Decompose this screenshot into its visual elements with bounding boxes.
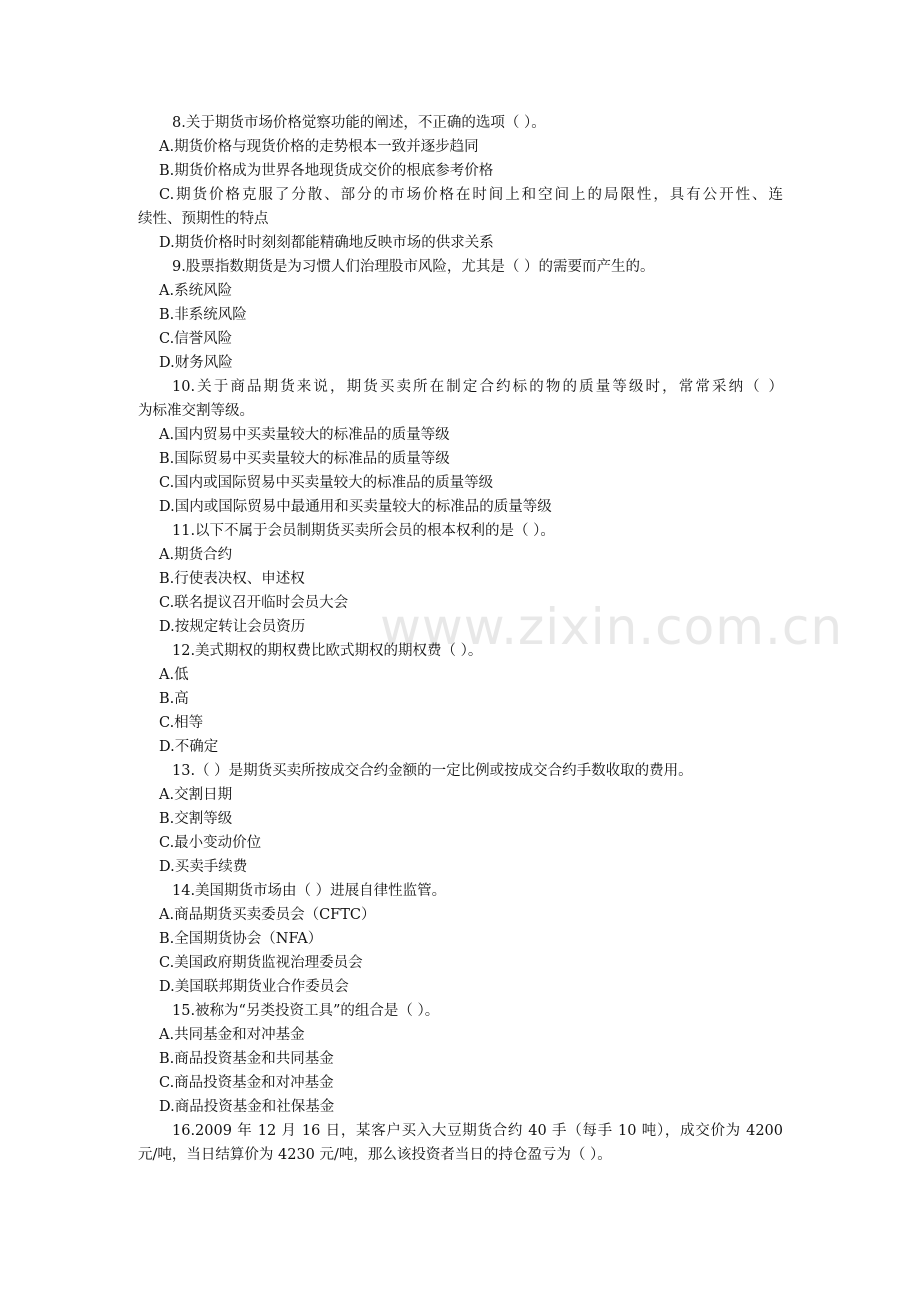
answer-option: B.商品投资基金和共同基金 xyxy=(159,1051,334,1067)
answer-option: A.低 xyxy=(159,667,189,683)
answer-option: A.国内贸易中买卖量较大的标准品的质量等级 xyxy=(159,427,450,443)
question-stem: 8.关于期货市场价格觉察功能的阐述，不正确的选项（ ）。 xyxy=(172,115,546,131)
question-stem: 12.美式期权的期权费比欧式期权的期权费（ ）。 xyxy=(172,643,483,659)
answer-option: C.国内或国际贸易中买卖量较大的标准品的质量等级 xyxy=(159,475,494,491)
answer-option: A.系统风险 xyxy=(159,283,233,299)
answer-option: C.联名提议召开临时会员大会 xyxy=(159,595,349,611)
answer-option: D.财务风险 xyxy=(159,355,233,371)
watermark: www.zixin.com.cn xyxy=(380,598,844,656)
answer-option: D.国内或国际贸易中最通用和买卖量较大的标准品的质量等级 xyxy=(159,499,552,515)
answer-option: C.期货价格克服了分散、部分的市场价格在时间上和空间上的局限性，具有公开性、连 xyxy=(159,187,783,203)
answer-option: B.全国期货协会（NFA） xyxy=(159,931,323,947)
question-block xyxy=(138,1119,783,1167)
answer-option: D.期货价格时时刻刻都能精确地反映市场的供求关系 xyxy=(159,235,494,251)
question-block xyxy=(138,879,783,999)
question-stem: 13.（ ）是期货买卖所按成交合约金额的一定比例或按成交合约手数收取的费用。 xyxy=(172,763,693,779)
question-stem: 9.股票指数期货是为习惯人们治理股市风险，尤其是（ ）的需要而产生的。 xyxy=(172,259,655,275)
question-block xyxy=(138,759,783,879)
question-stem: 14.美国期货市场由（ ）进展自律性监管。 xyxy=(172,883,447,899)
question-stem: 15.被称为“另类投资工具”的组合是（ ）。 xyxy=(172,1003,440,1019)
answer-option: A.期货合约 xyxy=(159,547,233,563)
answer-option: C.商品投资基金和对冲基金 xyxy=(159,1075,334,1091)
answer-option: D.美国联邦期货业合作委员会 xyxy=(159,979,349,995)
answer-option: A.商品期货买卖委员会（CFTC） xyxy=(159,907,376,923)
answer-option: A.共同基金和对冲基金 xyxy=(159,1027,305,1043)
answer-option: B.行使表决权、申述权 xyxy=(159,571,305,587)
question-stem: 10.关于商品期货来说，期货买卖所在制定合约标的物的质量等级时，常常采纳（ ） xyxy=(172,379,783,395)
answer-option: B.国际贸易中买卖量较大的标准品的质量等级 xyxy=(159,451,450,467)
question-stem: 16.2009 年 12 月 16 日，某客户买入大豆期货合约 40 手（每手 10 吨），成交价为 4200 xyxy=(172,1123,783,1139)
answer-option: C.最小变动价位 xyxy=(159,835,262,851)
answer-option: A.交割日期 xyxy=(159,787,233,803)
answer-option: A.期货价格与现货价格的走势根本一致并逐步趋同 xyxy=(159,139,479,155)
answer-option: C.信誉风险 xyxy=(159,331,233,347)
answer-option: B.高 xyxy=(159,691,189,707)
answer-option: B.交割等级 xyxy=(159,811,233,827)
answer-option: D.不确定 xyxy=(159,739,219,755)
question-block xyxy=(138,375,783,519)
answer-option: C.相等 xyxy=(159,715,204,731)
answer-option: C.美国政府期货监视治理委员会 xyxy=(159,955,363,971)
question-block xyxy=(138,999,783,1119)
question-block xyxy=(138,111,783,255)
question-stem: 11.以下不属于会员制期货买卖所会员的根本权利的是（ ）。 xyxy=(172,523,555,539)
question-stem-continuation: 元/吨，当日结算价为 4230 元/吨，那么该投资者当日的持仓盈亏为（ ）。 xyxy=(138,1147,612,1163)
answer-option: D.商品投资基金和社保基金 xyxy=(159,1099,335,1115)
answer-option: D.按规定转让会员资历 xyxy=(159,619,306,635)
answer-option: B.非系统风险 xyxy=(159,307,247,323)
question-block xyxy=(138,639,783,759)
answer-option: B.期货价格成为世界各地现货成交价的根底参考价格 xyxy=(159,163,494,179)
answer-option-continuation: 续性、预期性的特点 xyxy=(138,211,269,227)
question-stem-continuation: 为标准交割等级。 xyxy=(138,403,254,419)
answer-option: D.买卖手续费 xyxy=(159,859,248,875)
question-block xyxy=(138,255,783,375)
